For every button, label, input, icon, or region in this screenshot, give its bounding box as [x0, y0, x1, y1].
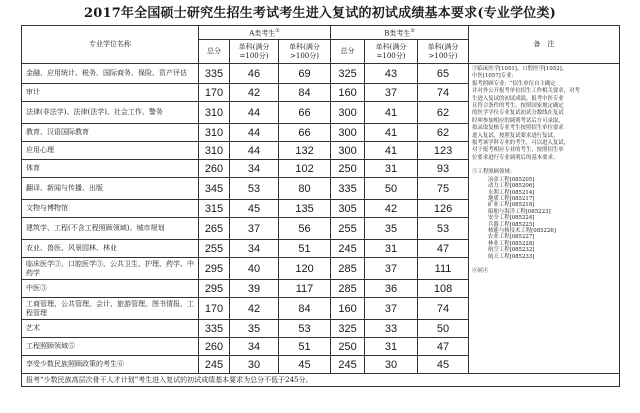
note-5-item: 船舶与海洋工程[085223]: [488, 208, 551, 215]
note-3-line: 且符合条件的考生，按照国家规定确定: [472, 103, 564, 110]
a-total-score: 335: [199, 320, 230, 338]
a-single-gt100-score: 45: [279, 356, 331, 374]
b-single-100-score: 31: [365, 338, 418, 356]
a-total-score: 260: [199, 338, 230, 356]
b-total-score: 160: [331, 84, 365, 102]
a-single-100-score: 40: [230, 258, 279, 280]
major-name: 文物与博物馆: [22, 200, 199, 218]
b-single-100-score: 36: [365, 280, 418, 298]
b-single-gt100-score: 74: [418, 298, 469, 320]
b-total-score: 325: [331, 320, 365, 338]
note-5: [472, 169, 616, 260]
note-5-header: ⑤工程照顾领域：: [472, 169, 516, 176]
a-single-gt100-score: 51: [279, 240, 331, 258]
a-total-score: 170: [199, 298, 230, 320]
major-name: 建筑学、工程(不含工程照顾领域)、城市规划: [22, 218, 199, 240]
b-single-100-score: 35: [365, 218, 418, 240]
b-single-100-score: 37: [365, 84, 418, 102]
b-single-gt100-score: 62: [418, 102, 469, 124]
a-single-gt100-score: 102: [279, 160, 331, 178]
b-single-100-score: 31: [365, 240, 418, 258]
major-name: 金融、应用统计、税务、国际商务、保险、资产评估: [22, 64, 199, 84]
b-single-gt100-score: 74: [418, 84, 469, 102]
b-single-gt100-score: 123: [418, 142, 469, 160]
a-total-score: 265: [199, 218, 230, 240]
major-name: 工商管理、公共管理、会计、旅游管理、图书情报、工程管理: [22, 298, 199, 320]
b-total-score: 245: [331, 356, 365, 374]
b-single-100-score: 37: [365, 298, 418, 320]
b-total-score: 285: [331, 280, 365, 298]
b-single-100-header: 单科(满分 =100分): [365, 40, 418, 64]
note-3-line: 的医学学位专业复试初试分数线在复试: [472, 110, 564, 117]
major-name: 艺术: [22, 320, 199, 338]
a-single-gt100-score: 69: [279, 64, 331, 84]
note-5-item: 安全工程[085224]: [488, 215, 535, 222]
a-total-score: 310: [199, 124, 230, 142]
major-name: 审计: [22, 84, 199, 102]
note-3-line: ③临床医学[1051]、口腔医学[1052]、: [472, 66, 568, 72]
b-total-score: 250: [331, 338, 365, 356]
b-single-100-score: 41: [365, 102, 418, 124]
major-name: 法律(非法学)、法律(法学)、社会工作、警务: [22, 102, 199, 124]
b-single-100-score: 50: [365, 178, 418, 200]
note-5-item: 航天工程[085233]: [488, 253, 535, 260]
a-single-100-score: 37: [230, 218, 279, 240]
b-single-100-score: 43: [365, 64, 418, 84]
a-single-100-score: 42: [230, 298, 279, 320]
a-single-100-score: 34: [230, 338, 279, 356]
a-single-100-score: 53: [230, 178, 279, 200]
b-total-score: 250: [331, 160, 365, 178]
major-name: 中医③: [22, 280, 199, 298]
b-single-gt100-score: 108: [418, 280, 469, 298]
note-3-line: 生进入复试的初试成绩，报考中医专业: [472, 95, 564, 102]
a-single-100-score: 45: [230, 200, 279, 218]
b-single-100-score: 37: [365, 258, 418, 280]
b-single-gt100-score: 93: [418, 160, 469, 178]
b-single-gt100-score: 126: [418, 200, 469, 218]
a-single-100-score: 35: [230, 320, 279, 338]
b-single-gt100-score: 75: [418, 178, 469, 200]
a-zone-header: A类考生①: [199, 26, 331, 40]
b-total-header: 总分: [331, 40, 365, 64]
note-5-item: 矿业工程[085218]: [488, 202, 535, 209]
b-total-score: 300: [331, 124, 365, 142]
a-single-gt100-score: 117: [279, 280, 331, 298]
major-header: 专业学位名称: [22, 26, 199, 64]
note-3-line: 位要求进行专业调剂后的基本要求。: [472, 154, 559, 161]
page-title: 2017年全国硕士研究生招生考试考生进入复试的初试成绩基本要求(专业学位类): [83, 6, 557, 21]
note-3-line: 时须参加相应的调剂考试后方可录取，: [472, 117, 564, 124]
b-single-gt100-score: 47: [418, 240, 469, 258]
b-single-gt100-header: 单科(满分 >100分): [418, 40, 469, 64]
major-name: 体育: [22, 160, 199, 178]
b-single-gt100-score: 65: [418, 64, 469, 84]
major-name: 享受少数民族照顾政策的考生⑥: [22, 356, 199, 374]
a-single-gt100-score: 80: [279, 178, 331, 200]
a-single-gt100-score: 56: [279, 218, 331, 240]
a-total-score: 260: [199, 160, 230, 178]
a-total-score: 295: [199, 258, 230, 280]
b-single-gt100-score: 62: [418, 124, 469, 142]
note-5-item: 航空工程[085232]: [488, 247, 535, 254]
note-3-line: 中医[1057]专业:: [472, 73, 514, 80]
b-total-score: 325: [331, 64, 365, 84]
a-single-gt100-score: 132: [279, 142, 331, 160]
a-single-gt100-score: 66: [279, 102, 331, 124]
b-zone-header: B类考生②: [331, 26, 469, 40]
footer-note: 报考“少数民族高层次骨干人才计划”考生进入复试的初试成绩基本要求为总分不低于245分。: [22, 374, 620, 387]
a-single-gt100-score: 51: [279, 338, 331, 356]
note-5-item: 地质工程[085217]: [488, 195, 535, 202]
a-single-gt100-score: 66: [279, 124, 331, 142]
b-total-score: 160: [331, 298, 365, 320]
b-single-gt100-score: 47: [418, 338, 469, 356]
table-row: [22, 64, 620, 84]
a-total-score: 335: [199, 64, 230, 84]
note-3-line: 进入复试，按照复试要求进行复试。: [472, 132, 559, 139]
a-single-100-score: 44: [230, 102, 279, 124]
note-5-item: 林业工程[085228]: [488, 240, 535, 247]
a-total-score: 170: [199, 84, 230, 102]
note-6: ⑥同④: [472, 267, 489, 274]
major-name: 农业、兽医、风景园林、林业: [22, 240, 199, 258]
a-total-score: 310: [199, 142, 230, 160]
a-total-score: 315: [199, 200, 230, 218]
a-single-gt100-header: 单科(满分 >100分): [279, 40, 331, 64]
b-single-gt100-score: 50: [418, 320, 469, 338]
notes-header: 备 注: [469, 26, 620, 64]
a-single-100-score: 46: [230, 64, 279, 84]
a-single-100-score: 34: [230, 160, 279, 178]
b-single-100-score: 41: [365, 142, 418, 160]
b-total-score: 245: [331, 240, 365, 258]
a-single-100-score: 34: [230, 240, 279, 258]
b-total-score: 300: [331, 102, 365, 124]
b-total-score: 300: [331, 142, 365, 160]
major-name: 应用心理: [22, 142, 199, 160]
note-5-item: 水利工程[085214]: [488, 189, 535, 196]
b-single-gt100-score: 45: [418, 356, 469, 374]
b-single-100-score: 33: [365, 320, 418, 338]
note-3-line: 并对外公开报考单位招生工作相关要求，对考: [472, 88, 580, 95]
major-name: 工程照顾领域⑤: [22, 338, 199, 356]
a-total-score: 310: [199, 102, 230, 124]
note-5-item: 农业工程[085227]: [488, 234, 535, 241]
note-5-item: 核能与核技术工程[085226]: [488, 227, 556, 234]
b-single-100-score: 41: [365, 124, 418, 142]
b-total-score: 335: [331, 178, 365, 200]
a-total-header: 总分: [199, 40, 230, 64]
a-single-100-score: 30: [230, 356, 279, 374]
a-single-gt100-score: 53: [279, 320, 331, 338]
note-3-line: 拟录取复核专业考生按照招生单位要求: [472, 125, 564, 132]
b-single-100-score: 30: [365, 356, 418, 374]
a-single-gt100-score: 135: [279, 200, 331, 218]
a-single-100-score: 44: [230, 142, 279, 160]
score-requirements-table: [21, 25, 620, 387]
b-single-100-score: 31: [365, 160, 418, 178]
a-single-gt100-score: 84: [279, 84, 331, 102]
major-name: 翻译、新闻与传播、出版: [22, 178, 199, 200]
note-3-line: 对于报考相应专业的考生，按照招生单: [472, 147, 564, 154]
b-total-score: 305: [331, 200, 365, 218]
a-total-score: 255: [199, 240, 230, 258]
a-single-100-score: 39: [230, 280, 279, 298]
note-5-item: 动力工程[085206]: [488, 183, 535, 190]
a-single-gt100-score: 120: [279, 258, 331, 280]
notes-cell: [469, 64, 620, 374]
a-total-score: 245: [199, 356, 230, 374]
note-3: [472, 66, 616, 161]
a-single-100-score: 44: [230, 124, 279, 142]
major-name: 教育、汉语国际教育: [22, 124, 199, 142]
a-total-score: 345: [199, 178, 230, 200]
note-3-line: 报考照顾专业：“招生单位自主确定: [472, 80, 556, 87]
major-name: 临床医学③、口腔医学③、公共卫生、护理、药学、中药学: [22, 258, 199, 280]
a-single-100-score: 42: [230, 84, 279, 102]
b-single-100-score: 42: [365, 200, 418, 218]
note-3-line: 报考该学科专业的考生，可以进入复试，: [472, 140, 570, 147]
b-total-score: 285: [331, 258, 365, 280]
a-single-100-header: 单科(满分 =100分): [230, 40, 279, 64]
note-5-item: 兵器工程[085225]: [488, 221, 535, 228]
a-total-score: 295: [199, 280, 230, 298]
a-single-gt100-score: 84: [279, 298, 331, 320]
b-single-gt100-score: 53: [418, 218, 469, 240]
note-5-item: 冶金工程[085205]: [488, 176, 535, 183]
b-total-score: 255: [331, 218, 365, 240]
b-single-gt100-score: 111: [418, 258, 469, 280]
